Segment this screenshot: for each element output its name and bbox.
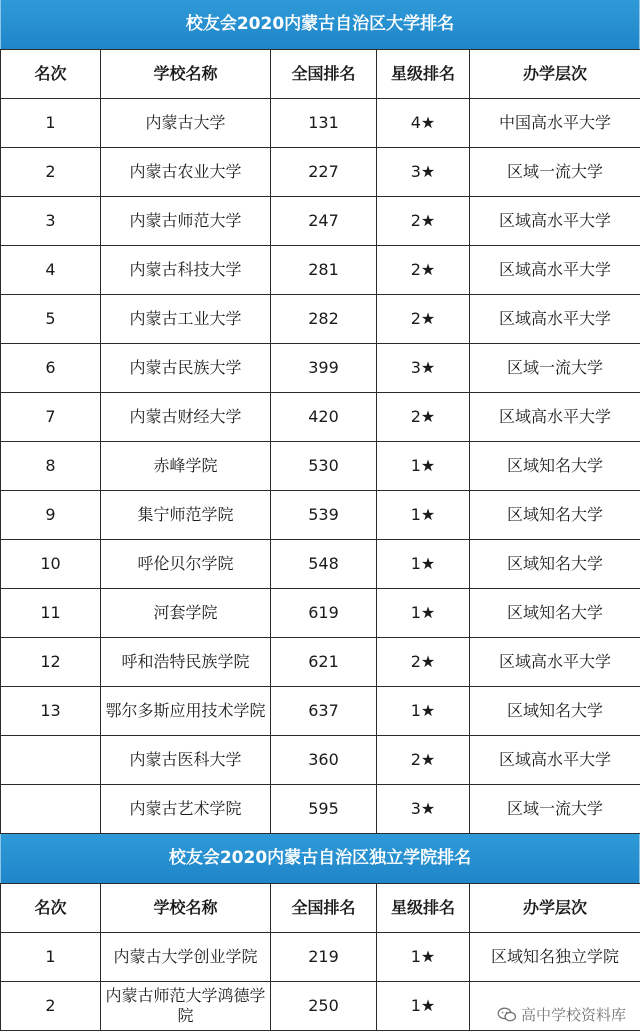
table1-title: 校友会2020内蒙古自治区大学排名 [0,0,640,49]
rank-cell: 8 [1,442,101,491]
watermark [497,1004,626,1025]
rank-cell: 7 [1,393,101,442]
header-rank: 名次 [1,50,101,99]
school-name-cell: 赤峰学院 [101,442,271,491]
rank-cell: 9 [1,491,101,540]
level-cell: 中国高水平大学 [470,99,640,148]
level-cell: 区域高水平大学 [470,197,640,246]
level-cell: 区域知名独立学院 [470,933,640,982]
school-name-cell: 集宁师范学院 [101,491,271,540]
header-national-rank: 全国排名 [271,50,377,99]
rank-cell: 1 [1,933,101,982]
national-rank-cell: 227 [271,148,377,197]
star-rank-cell: 3★ [377,148,470,197]
table-header-row [1,50,640,99]
national-rank-cell: 281 [271,246,377,295]
national-rank-cell: 637 [271,687,377,736]
header-star-rank: 星级排名 [377,50,470,99]
table-header-row [1,884,640,933]
table-row [1,491,640,540]
rank-cell: 13 [1,687,101,736]
level-cell: 区域知名大学 [470,442,640,491]
school-name-cell: 内蒙古艺术学院 [101,785,271,834]
national-rank-cell: 621 [271,638,377,687]
rank-cell: 2 [1,982,101,1031]
star-rank-cell: 4★ [377,99,470,148]
table-row [1,687,640,736]
star-rank-cell: 2★ [377,393,470,442]
national-rank-cell: 247 [271,197,377,246]
school-name-cell: 呼伦贝尔学院 [101,540,271,589]
star-rank-cell: 1★ [377,982,470,1031]
level-cell: 区域知名大学 [470,491,640,540]
level-cell: 区域高水平大学 [470,736,640,785]
header-level: 办学层次 [470,50,640,99]
table-row [1,442,640,491]
table-row [1,638,640,687]
school-name-cell: 内蒙古大学 [101,99,271,148]
table2-title: 校友会2020内蒙古自治区独立学院排名 [0,834,640,883]
school-name-cell: 内蒙古医科大学 [101,736,271,785]
table-row [1,197,640,246]
rank-cell: 5 [1,295,101,344]
school-name-cell: 河套学院 [101,589,271,638]
national-rank-cell: 420 [271,393,377,442]
school-name-cell: 内蒙古科技大学 [101,246,271,295]
star-rank-cell: 2★ [377,638,470,687]
header-school-name: 学校名称 [101,884,271,933]
header-national-rank: 全国排名 [271,884,377,933]
level-cell: 区域知名大学 [470,540,640,589]
school-name-cell: 内蒙古大学创业学院 [101,933,271,982]
table-row [1,736,640,785]
table-row [1,393,640,442]
rank-cell: 3 [1,197,101,246]
rank-cell: 12 [1,638,101,687]
level-cell: 区域高水平大学 [470,295,640,344]
star-rank-cell: 1★ [377,540,470,589]
star-rank-cell: 3★ [377,785,470,834]
national-rank-cell: 548 [271,540,377,589]
level-cell: 区域一流大学 [470,785,640,834]
school-name-cell: 内蒙古民族大学 [101,344,271,393]
level-cell: 区域一流大学 [470,344,640,393]
table-row [1,148,640,197]
table-row [1,295,640,344]
school-name-cell: 内蒙古财经大学 [101,393,271,442]
school-name-cell: 鄂尔多斯应用技术学院 [101,687,271,736]
rank-cell: 1 [1,99,101,148]
table-row [1,933,640,982]
national-rank-cell: 539 [271,491,377,540]
star-rank-cell: 2★ [377,295,470,344]
star-rank-cell: 1★ [377,491,470,540]
table-row [1,99,640,148]
school-name-cell: 内蒙古农业大学 [101,148,271,197]
level-cell: 区域知名大学 [470,589,640,638]
rank-cell [1,785,101,834]
rank-cell: 6 [1,344,101,393]
table-row [1,785,640,834]
rank-cell: 11 [1,589,101,638]
level-cell: 区域高水平大学 [470,638,640,687]
level-cell: 区域知名大学 [470,687,640,736]
national-rank-cell: 399 [271,344,377,393]
level-cell: 区域高水平大学 [470,393,640,442]
star-rank-cell: 1★ [377,442,470,491]
table-row [1,540,640,589]
university-ranking-table [0,49,640,834]
watermark-text: 高中学校资料库 [520,1006,626,1024]
rank-cell: 10 [1,540,101,589]
star-rank-cell: 2★ [377,246,470,295]
rank-cell: 4 [1,246,101,295]
header-school-name: 学校名称 [101,50,271,99]
school-name-cell: 内蒙古师范大学 [101,197,271,246]
header-star-rank: 星级排名 [377,884,470,933]
school-name-cell: 内蒙古师范大学鸿德学院 [101,982,271,1031]
national-rank-cell: 131 [271,99,377,148]
rank-cell [1,736,101,785]
rank-cell: 2 [1,148,101,197]
national-rank-cell: 250 [271,982,377,1031]
table-row [1,246,640,295]
star-rank-cell: 2★ [377,197,470,246]
star-rank-cell: 1★ [377,589,470,638]
national-rank-cell: 360 [271,736,377,785]
level-cell: 区域高水平大学 [470,246,640,295]
wechat-icon [497,1007,517,1023]
star-rank-cell: 3★ [377,344,470,393]
star-rank-cell: 1★ [377,687,470,736]
school-name-cell: 内蒙古工业大学 [101,295,271,344]
header-level: 办学层次 [470,884,640,933]
national-rank-cell: 595 [271,785,377,834]
national-rank-cell: 530 [271,442,377,491]
header-rank: 名次 [1,884,101,933]
star-rank-cell: 2★ [377,736,470,785]
table-row [1,344,640,393]
national-rank-cell: 282 [271,295,377,344]
national-rank-cell: 219 [271,933,377,982]
level-cell: 区域一流大学 [470,148,640,197]
star-rank-cell: 1★ [377,933,470,982]
national-rank-cell: 619 [271,589,377,638]
school-name-cell: 呼和浩特民族学院 [101,638,271,687]
table-row [1,589,640,638]
